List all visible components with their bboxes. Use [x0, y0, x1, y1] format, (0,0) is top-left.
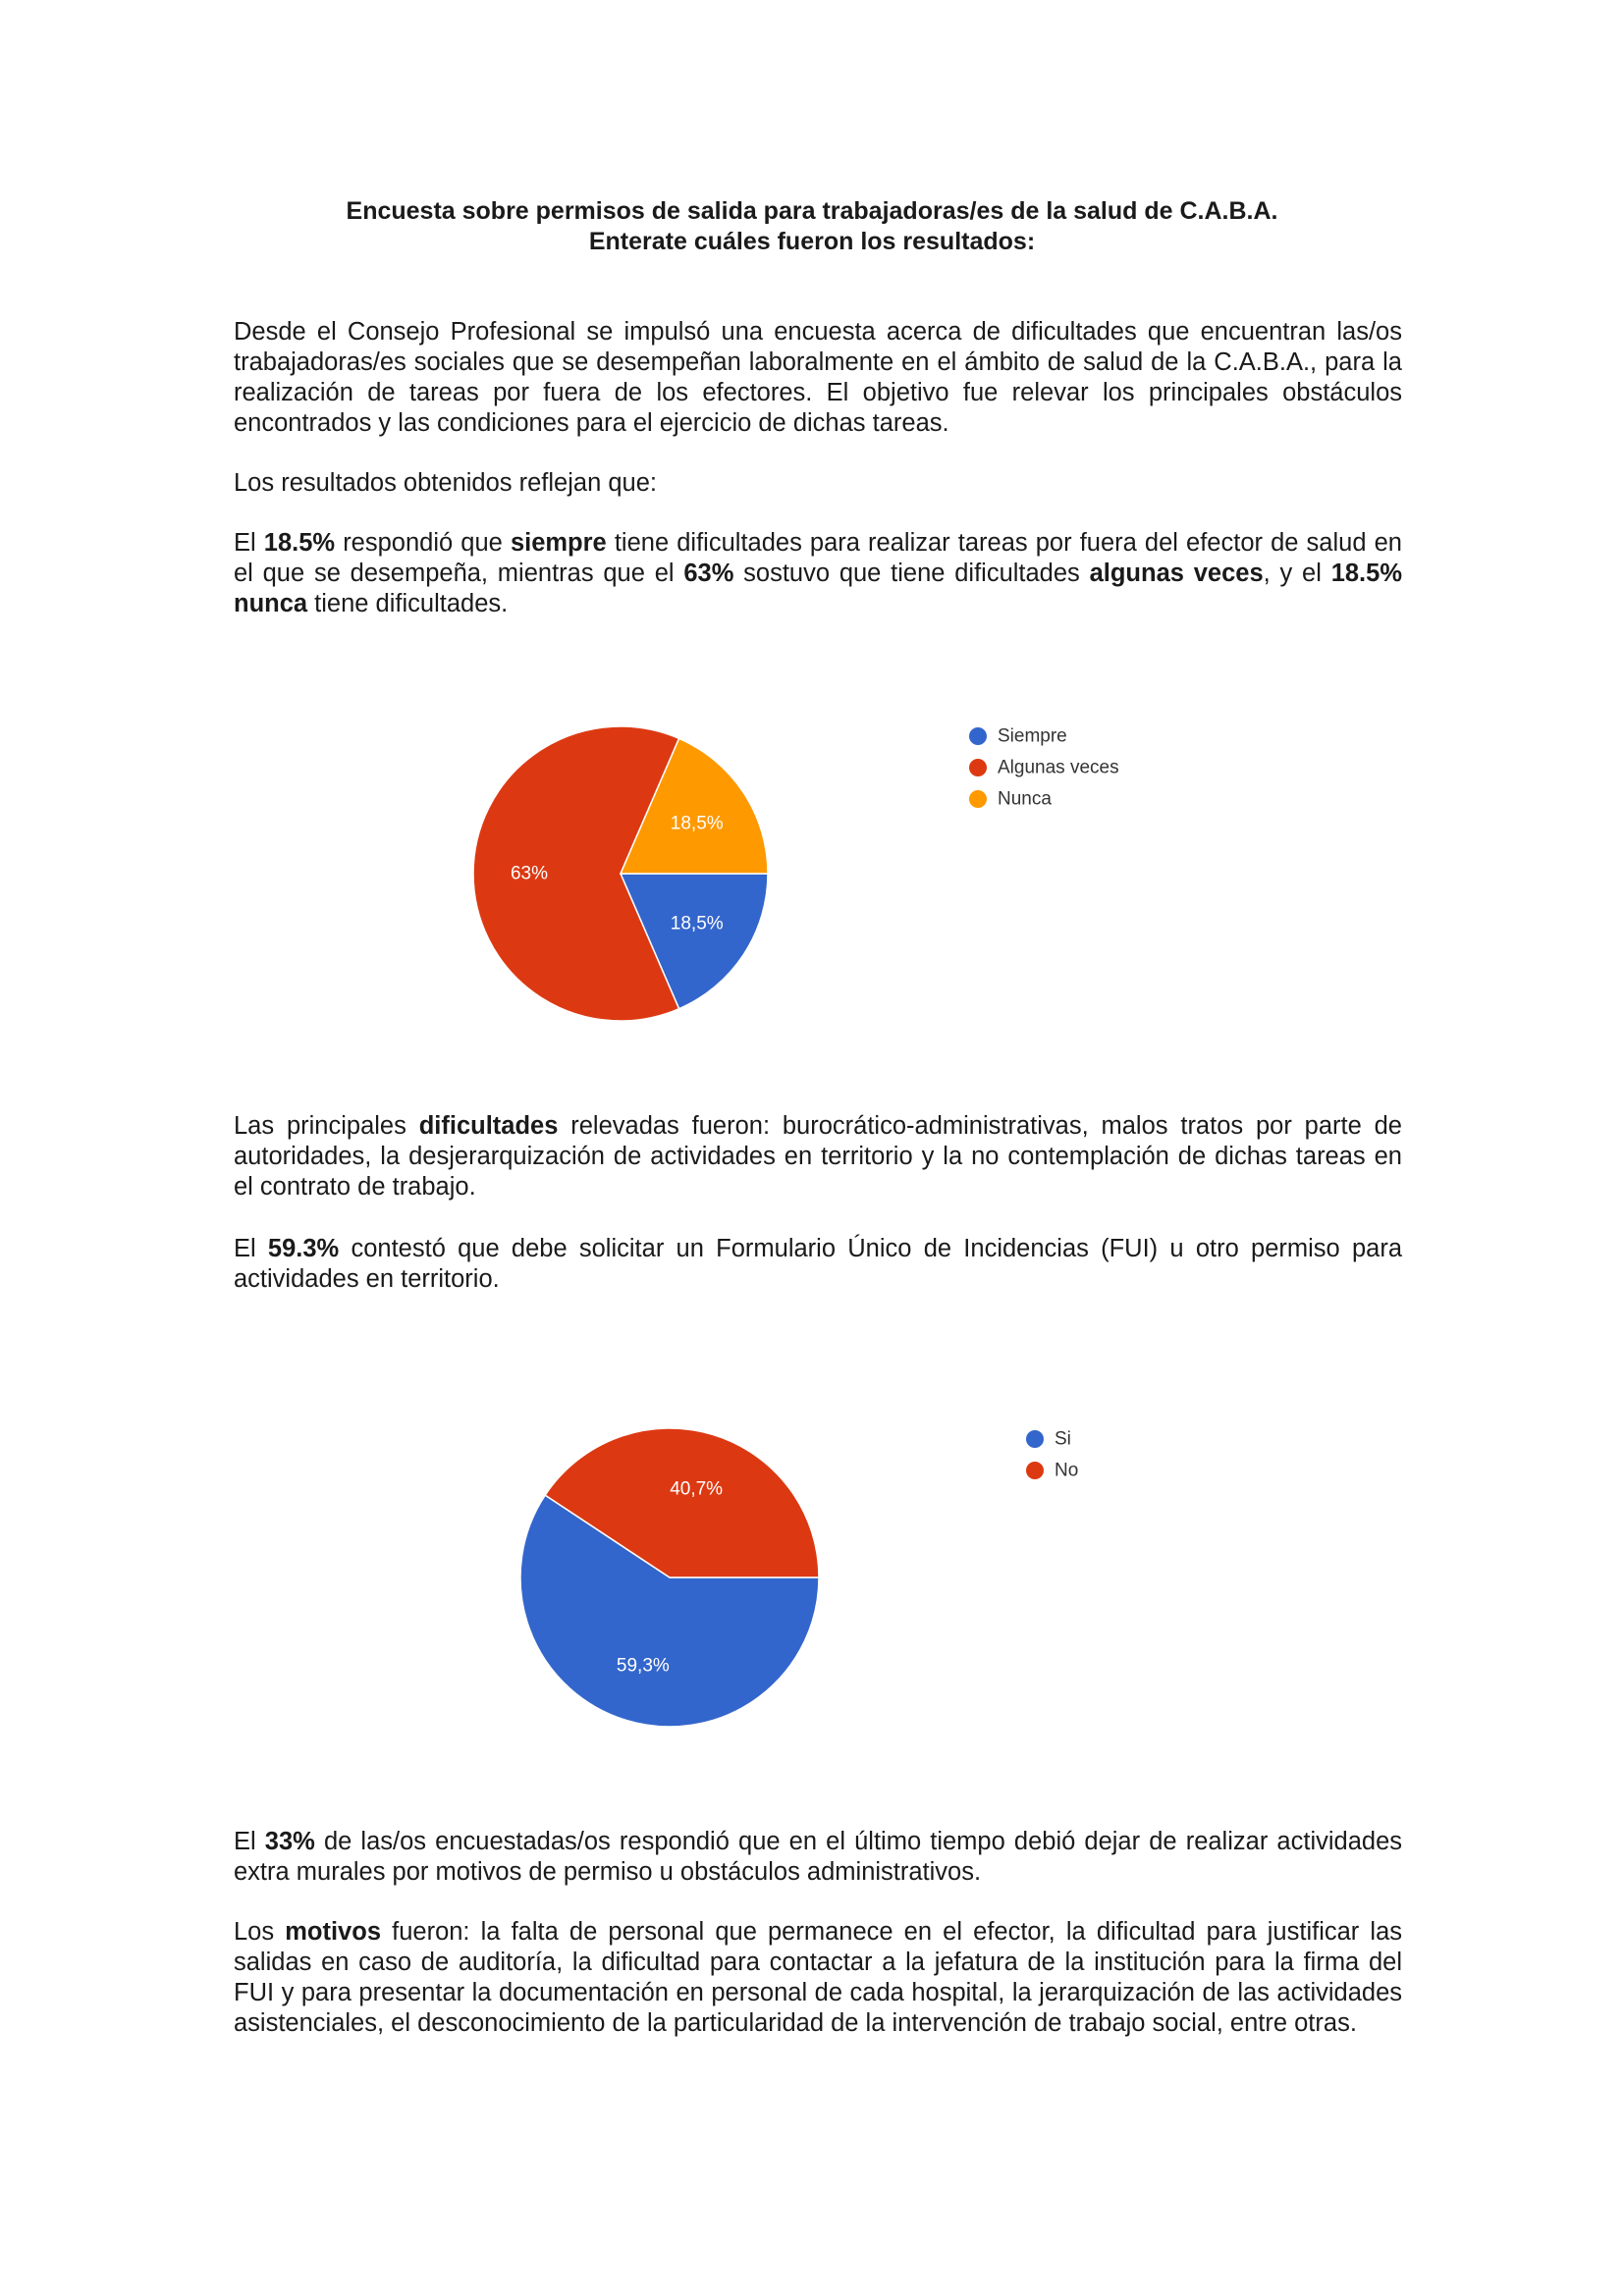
results-intro: Los resultados obtenidos reflejan que: — [234, 469, 657, 497]
slice-label-algunas-veces: 63% — [510, 863, 549, 884]
title-line-2: Enterate cuáles fueron los resultados: — [588, 228, 1036, 255]
fui-paragraph: El 59.3% contestó que debe solicitar un Formulario Único de Incidencias (FUI) u otro permiso para actividades en territorio. — [234, 1235, 1402, 1293]
legend-marker-si — [1026, 1430, 1044, 1448]
frequency-pie-chart — [432, 687, 1218, 1041]
legend-marker-no — [1026, 1462, 1044, 1479]
intro-paragraph: Desde el Consejo Profesional se impulsó una encuesta acerca de dificultades que encuentran las/os trabajadoras/es sociales que se desempeñan laboralmente en el ámbito de salud de la C.A.B.A., para la realización de tareas por fuera de los efectores. El objetivo fue relevar los principales obstáculos encontrados y las condiciones para el ejercicio de dichas tareas. — [234, 318, 1402, 437]
slice-label-siempre: 18,5% — [670, 913, 724, 934]
legend-label-nunca: Nunca — [998, 788, 1052, 810]
legend-marker-algunas-veces — [969, 759, 987, 776]
fui-pie-chart — [471, 1389, 1257, 1742]
slice-label-no: 40,7% — [670, 1478, 724, 1500]
legend-label-no: No — [1055, 1460, 1079, 1481]
frequency-paragraph: El 18.5% respondió que siempre tiene dificultades para realizar tareas por fuera del efector de salud en el que se desempeña, mientras que el 63% sostuvo que tiene dificultades algunas veces, y el 18.5% nunca tiene dificultades. — [234, 529, 1402, 617]
slice-label-si: 59,3% — [616, 1655, 670, 1677]
title-line-1: Encuesta sobre permisos de salida para trabajadoras/es de la salud de C.A.B.A. — [346, 197, 1278, 225]
legend-marker-nunca — [969, 790, 987, 808]
document-title — [234, 196, 1390, 257]
legend-marker-siempre — [969, 727, 987, 745]
fui-pie-svg — [471, 1389, 1257, 1742]
legend-label-algunas-veces: Algunas veces — [998, 757, 1119, 778]
difficulties-paragraph: Las principales dificultades relevadas fueron: burocrático-administrativas, malos tratos por parte de autoridades, la desjerarquización de actividades en territorio y la no contemplación de dichas tareas en el contrato de trabajo. — [234, 1112, 1402, 1201]
legend-label-siempre: Siempre — [998, 725, 1067, 747]
frequency-pie-svg — [432, 687, 1218, 1041]
legend-label-si: Si — [1055, 1428, 1071, 1450]
motives-paragraph: Los motivos fueron: la falta de personal que permanece en el efector, la dificultad para justificar las salidas en caso de auditoría, la dificultad para contactar a la jefatura de la institución para la firma del FUI y para presentar la documentación en personal de cada hospital, la jerarquización de las actividades asistenciales, el desconocimiento de la particularidad de la intervención de trabajo social, entre otras. — [234, 1918, 1402, 2037]
slice-label-nunca: 18,5% — [670, 813, 724, 834]
extramural-paragraph: El 33% de las/os encuestadas/os respondió que en el último tiempo debió dejar de realizar actividades extra murales por motivos de permiso u obstáculos administrativos. — [234, 1828, 1402, 1886]
